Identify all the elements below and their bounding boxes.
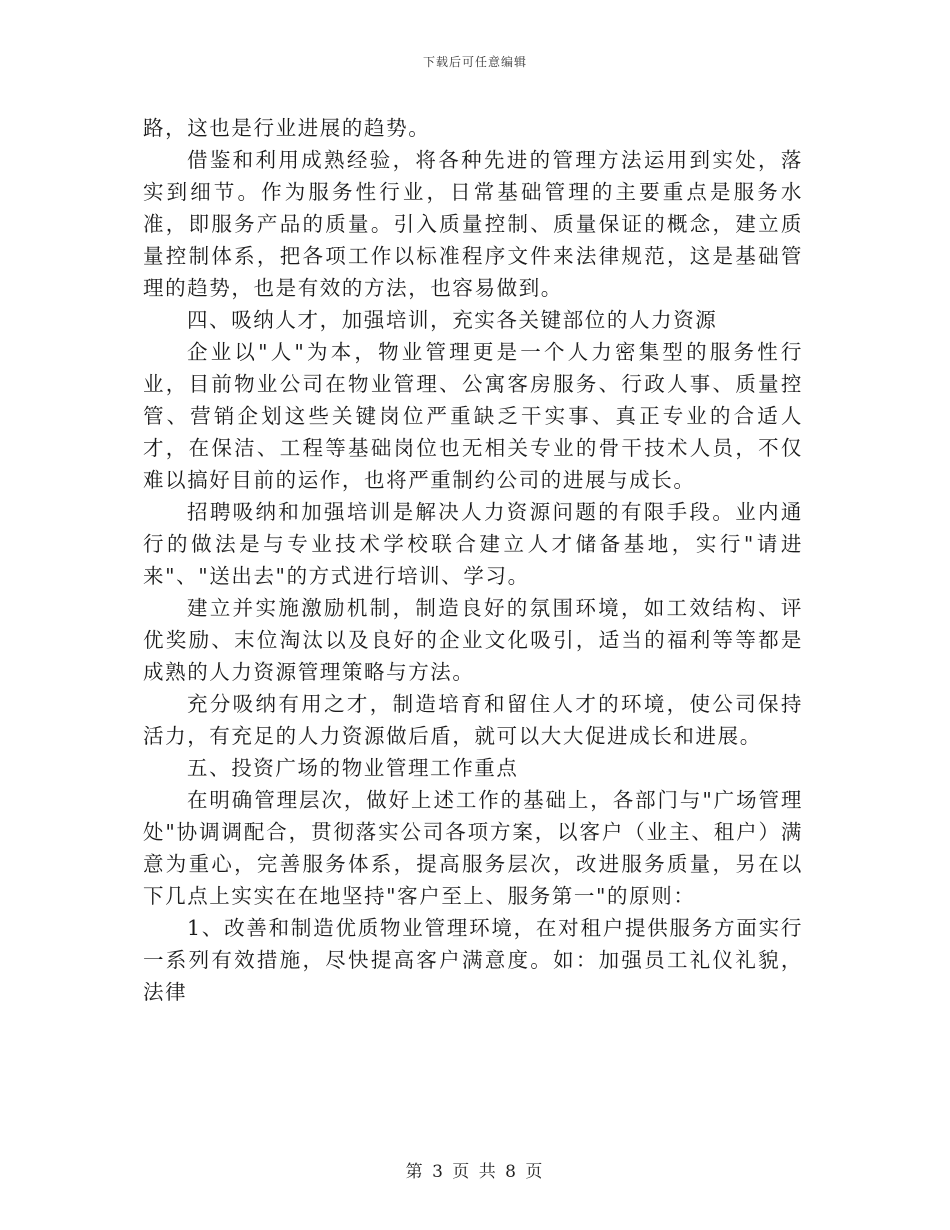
paragraph-6: 充分吸纳有用之才，制造培育和留住人才的环境，使公司保持活力，有充足的人力资源做后盾，就可以大大促进成长和进展。 xyxy=(143,692,803,748)
paragraph-7: 在明确管理层次，做好上述工作的基础上，各部门与"广场管理处"协调调配合，贯彻落实公司各项方案，以客户（业主、租户）满意为重心，完善服务体系，提高服务层次，改进服务质量，另在以下几点上实实在在地坚持"客户至上、服务第一"的原则： xyxy=(143,788,803,908)
paragraph-4: 招聘吸纳和加强培训是解决人力资源问题的有限手段。业内通行的做法是与专业技术学校联合建立人才储备基地，实行"请进来"、"送出去"的方式进行培训、学习。 xyxy=(143,500,803,588)
page-header-note: 下载后可任意编辑 xyxy=(422,55,527,69)
paragraph-5: 建立并实施激励机制，制造良好的氛围环境，如工效结构、评优奖励、末位淘汰以及良好的企业文化吸引，适当的福利等等都是成熟的人力资源管理策略与方法。 xyxy=(143,596,803,684)
section-heading-5: 五、投资广场的物业管理工作重点 xyxy=(187,756,519,780)
page-number: 第 3 页 共 8 页 xyxy=(405,1162,545,1182)
section-heading-4: 四、吸纳人才，加强培训，充实各关键部位的人力资源 xyxy=(187,308,718,332)
paragraph-2: 借鉴和利用成熟经验，将各种先进的管理方法运用到实处，落实到细节。作为服务性行业，日常基础管理的主要重点是服务水准，即服务产品的质量。引入质量控制、质量保证的概念，建立质量控制体系，把各项工作以标准程序文件来法律规范，这是基础管理的趋势，也是有效的方法，也容易做到。 xyxy=(143,148,803,300)
document-body xyxy=(143,112,803,1008)
paragraph-8: 1、改善和制造优质物业管理环境，在对租户提供服务方面实行一系列有效措施，尽快提高客户满意度。如：加强员工礼仪礼貌，法律 xyxy=(143,916,803,1004)
paragraph-1: 路，这也是行业进展的趋势。 xyxy=(143,116,431,140)
paragraph-3: 企业以"人"为本，物业管理更是一个人力密集型的服务性行业，目前物业公司在物业管理、公寓客房服务、行政人事、质量控管、营销企划这些关键岗位严重缺乏干实事、真正专业的合适人才，在保洁、工程等基础岗位也无相关专业的骨干技术人员，不仅难以搞好目前的运作，也将严重制约公司的进展与成长。 xyxy=(143,340,803,492)
